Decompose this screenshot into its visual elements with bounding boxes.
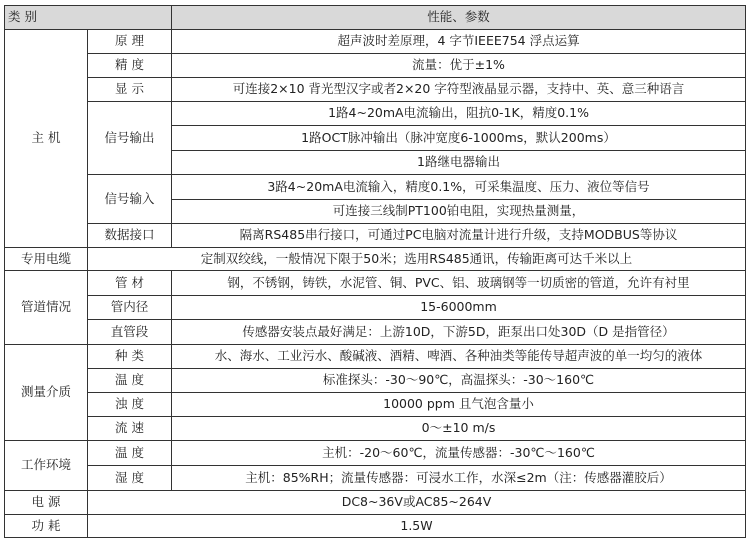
table-row bbox=[5, 441, 746, 466]
header-category: 类 别 bbox=[5, 6, 172, 30]
value-env-temperature: 主机：-20～60℃，流量传感器：-30℃～160℃ bbox=[172, 441, 746, 466]
spec-table bbox=[4, 5, 746, 538]
value-accuracy: 流量：优于±1% bbox=[172, 54, 746, 78]
value-medium-temperature: 标准探头：-30～90℃，高温探头：-30～160℃ bbox=[172, 369, 746, 393]
table-row bbox=[5, 102, 746, 126]
table-row bbox=[5, 78, 746, 102]
table-row bbox=[5, 515, 746, 538]
value-display: 可连接2×10 背光型汉字或者2×20 字符型液晶显示器，支持中、英、意三种语言 bbox=[172, 78, 746, 102]
table-row bbox=[5, 271, 746, 296]
table-row bbox=[5, 296, 746, 320]
value-principle: 超声波时差原理，4 字节IEEE754 浮点运算 bbox=[172, 30, 746, 54]
value-env-humidity: 主机：85%RH；流量传感器：可浸水工作，水深≤2m（注：传感器灌胶后） bbox=[172, 466, 746, 491]
item-display: 显 示 bbox=[88, 78, 172, 102]
value-signal-output-3: 1路继电器输出 bbox=[172, 151, 746, 175]
item-signal-input: 信号输入 bbox=[88, 175, 172, 224]
value-cable: 定制双绞线，一般情况下限于50米；选用RS485通讯，传输距离可达千米以上 bbox=[88, 248, 746, 271]
value-signal-output-2: 1路OCT脉冲输出（脉冲宽度6-1000ms，默认200ms） bbox=[172, 126, 746, 151]
value-medium-type: 水、海水、工业污水、酸碱液、酒精、啤酒、各种油类等能传导超声波的单一均匀的液体 bbox=[172, 345, 746, 369]
item-accuracy: 精 度 bbox=[88, 54, 172, 78]
table-row bbox=[5, 175, 746, 200]
item-pipe-diameter: 管内径 bbox=[88, 296, 172, 320]
header-spec: 性能、参数 bbox=[172, 6, 746, 30]
group-medium: 测量介质 bbox=[5, 345, 88, 441]
item-pipe-straight: 直管段 bbox=[88, 320, 172, 345]
value-signal-input-1: 3路4~20mA电流输入，精度0.1%，可采集温度、压力、液位等信号 bbox=[172, 175, 746, 200]
group-host: 主 机 bbox=[5, 30, 88, 248]
group-power-supply: 电 源 bbox=[5, 491, 88, 515]
item-medium-temperature: 温 度 bbox=[88, 369, 172, 393]
table-row bbox=[5, 248, 746, 271]
item-principle: 原 理 bbox=[88, 30, 172, 54]
value-signal-output-1: 1路4~20mA电流输出，阻抗0-1K，精度0.1% bbox=[172, 102, 746, 126]
item-pipe-material: 管 材 bbox=[88, 271, 172, 296]
group-power-consumption: 功 耗 bbox=[5, 515, 88, 538]
item-env-humidity: 湿 度 bbox=[88, 466, 172, 491]
table-row bbox=[5, 491, 746, 515]
item-signal-output: 信号输出 bbox=[88, 102, 172, 175]
table-row bbox=[5, 320, 746, 345]
table-row bbox=[5, 224, 746, 248]
value-power-supply: DC8~36V或AC85~264V bbox=[88, 491, 746, 515]
group-cable: 专用电缆 bbox=[5, 248, 88, 271]
item-medium-velocity: 流 速 bbox=[88, 417, 172, 441]
value-data-interface: 隔离RS485串行接口，可通过PC电脑对流量计进行升级，支持MODBUS等协议 bbox=[172, 224, 746, 248]
value-signal-input-2: 可连接三线制PT100铂电阻，实现热量测量， bbox=[172, 200, 746, 224]
table-row bbox=[5, 54, 746, 78]
table-row bbox=[5, 417, 746, 441]
item-medium-type: 种 类 bbox=[88, 345, 172, 369]
table-row bbox=[5, 345, 746, 369]
group-pipe: 管道情况 bbox=[5, 271, 88, 345]
item-data-interface: 数据接口 bbox=[88, 224, 172, 248]
value-medium-turbidity: 10000 ppm 且气泡含量小 bbox=[172, 393, 746, 417]
value-pipe-straight: 传感器安装点最好满足：上游10D，下游5D，距泵出口处30D（D 是指管径） bbox=[172, 320, 746, 345]
value-medium-velocity: 0～±10 m/s bbox=[172, 417, 746, 441]
item-medium-turbidity: 浊 度 bbox=[88, 393, 172, 417]
value-power-consumption: 1.5W bbox=[88, 515, 746, 538]
value-pipe-material: 钢，不锈钢，铸铁，水泥管、铜、PVC、铝、玻璃钢等一切质密的管道，允许有衬里 bbox=[172, 271, 746, 296]
table-row bbox=[5, 30, 746, 54]
value-pipe-diameter: 15-6000mm bbox=[172, 296, 746, 320]
group-environment: 工作环境 bbox=[5, 441, 88, 491]
table-row bbox=[5, 369, 746, 393]
header-row bbox=[5, 6, 746, 30]
table-row bbox=[5, 393, 746, 417]
item-env-temperature: 温 度 bbox=[88, 441, 172, 466]
table-row bbox=[5, 466, 746, 491]
